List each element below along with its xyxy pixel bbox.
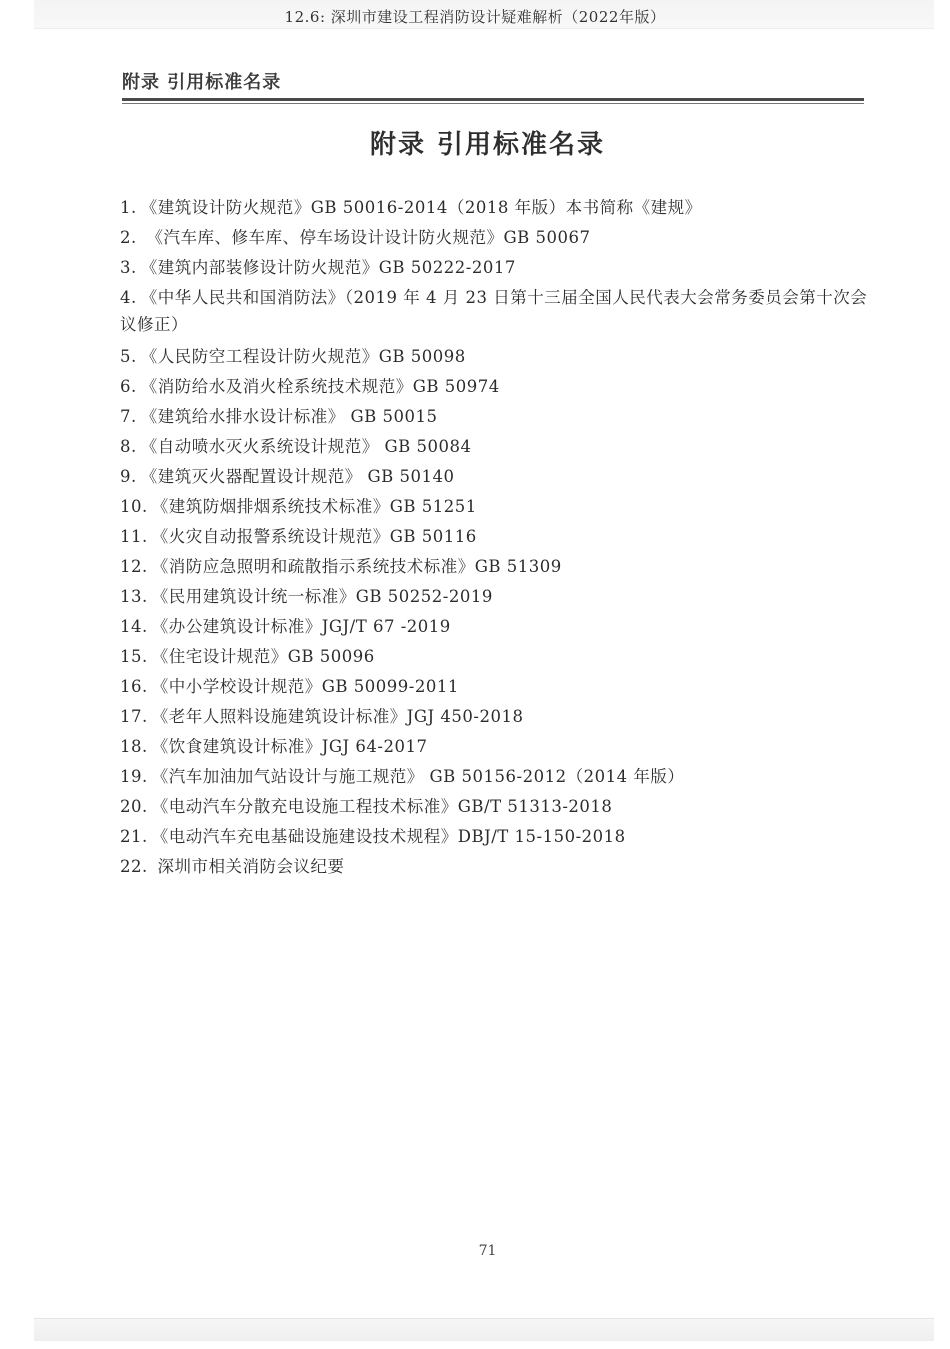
- list-item-text: 《汽车库、修车库、停车场设计设计防火规范》GB 50067: [140, 228, 591, 247]
- list-item: [120, 763, 870, 793]
- list-item: [120, 523, 870, 553]
- list-item-number: 1.: [120, 198, 137, 217]
- running-header: 12.6: 深圳市建设工程消防设计疑难解析（2022年版）: [284, 8, 666, 26]
- list-item: [120, 343, 870, 373]
- list-item: [120, 433, 870, 463]
- list-item-number: 22.: [120, 857, 148, 876]
- list-item-number: 2.: [120, 228, 137, 247]
- list-item-number: 19.: [120, 767, 148, 786]
- list-item-text: 《建筑设计防火规范》GB 50016-2014（2018 年版）本书简称《建规》: [140, 198, 702, 217]
- list-item-number: 7.: [120, 407, 137, 426]
- list-item-text: 《火灾自动报警系统设计规范》GB 50116: [151, 527, 477, 546]
- list-item-text: 《饮食建筑设计标准》JGJ 64-2017: [151, 737, 428, 756]
- reference-list: [120, 194, 870, 883]
- list-item-number: 14.: [120, 617, 148, 636]
- list-item-number: 15.: [120, 647, 148, 666]
- list-item-text: 《中小学校设计规范》GB 50099-2011: [151, 677, 459, 696]
- list-item: [120, 463, 870, 493]
- list-item: [120, 793, 870, 823]
- list-item: [120, 703, 870, 733]
- list-item: [120, 194, 870, 224]
- list-item-text: 《人民防空工程设计防火规范》GB 50098: [140, 347, 466, 366]
- list-item-text: 《老年人照料设施建筑设计标准》JGJ 450-2018: [151, 707, 524, 726]
- list-item-text: 《建筑防烟排烟系统技术标准》GB 51251: [151, 497, 477, 516]
- list-item: [120, 224, 870, 254]
- list-item-number: 6.: [120, 377, 137, 396]
- list-item-number: 9.: [120, 467, 137, 486]
- list-item: [120, 583, 870, 613]
- page-title: 附录 引用标准名录: [369, 130, 606, 160]
- list-item-number: 13.: [120, 587, 148, 606]
- header-rule-thick: [122, 98, 864, 101]
- list-item-number: 20.: [120, 797, 148, 816]
- list-item-text: 《消防应急照明和疏散指示系统技术标准》GB 51309: [151, 557, 562, 576]
- list-item-text: 《住宅设计规范》GB 50096: [151, 647, 375, 666]
- list-item: [120, 823, 870, 853]
- list-item: [120, 613, 870, 643]
- list-item: [120, 493, 870, 523]
- list-item-number: 3.: [120, 258, 137, 277]
- list-item-text: 《自动喷水灭火系统设计规范》 GB 50084: [140, 437, 472, 456]
- list-item-text: 《电动汽车分散充电设施工程技术标准》GB/T 51313-2018: [151, 797, 613, 816]
- list-item-text: 《中华人民共和国消防法》（2019 年 4 月 23 日第十三届全国人民代表大会常务委员会第十次会议修正）: [120, 288, 868, 334]
- list-item-number: 17.: [120, 707, 148, 726]
- list-item-text: 《建筑灭火器配置设计规范》 GB 50140: [140, 467, 455, 486]
- list-item-number: 16.: [120, 677, 148, 696]
- section-label: 附录 引用标准名录: [122, 72, 282, 93]
- list-item: [120, 673, 870, 703]
- list-item-number: 5.: [120, 347, 137, 366]
- list-item-text: 《建筑给水排水设计标准》 GB 50015: [140, 407, 438, 426]
- list-item-text: 《汽车加油加气站设计与施工规范》 GB 50156-2012（2014 年版）: [151, 767, 685, 786]
- list-item-number: 11.: [120, 527, 148, 546]
- list-item-text: 《消防给水及消火栓系统技术规范》GB 50974: [140, 377, 500, 396]
- list-item-text: 《建筑内部装修设计防火规范》GB 50222-2017: [140, 258, 516, 277]
- list-item-number: 21.: [120, 827, 148, 846]
- header-rule-thin: [122, 103, 864, 104]
- list-item: [120, 733, 870, 763]
- list-item: [120, 284, 870, 338]
- list-item-number: 12.: [120, 557, 148, 576]
- list-item-text: 《办公建筑设计标准》JGJ/T 67 -2019: [151, 617, 451, 636]
- list-item-number: 8.: [120, 437, 137, 456]
- list-item: [120, 853, 870, 883]
- page-number: 71: [478, 1243, 497, 1259]
- list-item: [120, 553, 870, 583]
- list-item: [120, 403, 870, 433]
- list-item-text: 深圳市相关消防会议纪要: [151, 857, 345, 876]
- footer-band: [34, 1318, 934, 1341]
- list-item: [120, 373, 870, 403]
- list-item-text: 《民用建筑设计统一标准》GB 50252-2019: [151, 587, 493, 606]
- list-item-number: 18.: [120, 737, 148, 756]
- list-item-text: 《电动汽车充电基础设施建设技术规程》DBJ/T 15-150-2018: [151, 827, 626, 846]
- list-item-number: 10.: [120, 497, 148, 516]
- list-item: [120, 643, 870, 673]
- list-item: [120, 254, 870, 284]
- list-item-number: 4.: [120, 288, 137, 307]
